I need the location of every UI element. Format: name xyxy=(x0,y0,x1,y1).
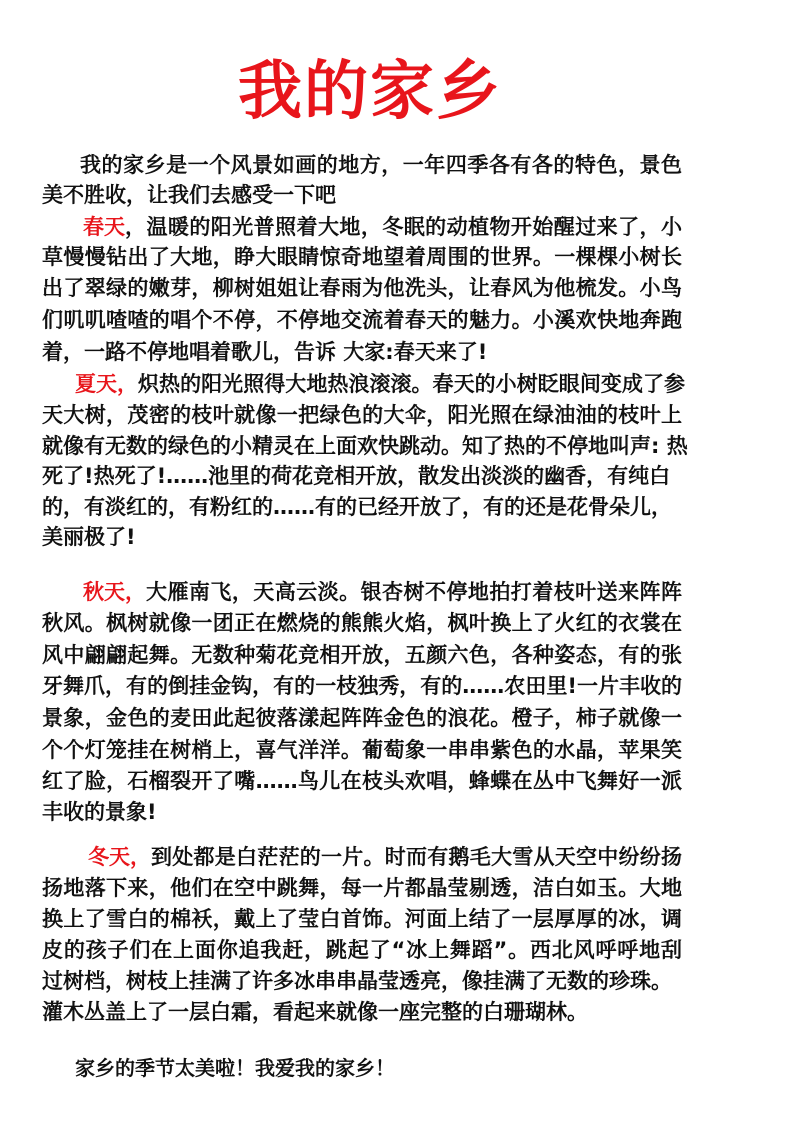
season-label-spring: 春天 xyxy=(83,215,125,239)
text-line xyxy=(75,369,685,399)
text-line: 出了翠绿的嫩芽，柳树姐姐让春雨为他洗头，让春风为他梳发。小鸟 xyxy=(42,276,682,300)
text-line: 美不胜收，让我们去感受一下吧 xyxy=(42,183,336,207)
text-segment: ，温暖的阳光普照着大地，冬眠的动植物开始醒过来了，小 xyxy=(125,215,682,239)
text-line: 灌木丛盖上了一层白霜，看起来就像一座完整的白珊瑚林。 xyxy=(42,1000,588,1024)
season-label-summer: 夏天， xyxy=(75,372,138,396)
text-line: 美丽极了! xyxy=(42,525,136,549)
text-line: 景象，金色的麦田此起彼落漾起阵阵金色的浪花。橙子，柿子就像一 xyxy=(42,706,682,730)
text-line: 丰收的景象! xyxy=(42,800,157,824)
text-line: 红了脸，石榴裂开了嘴……鸟儿在枝头欢唱，蜂蝶在丛中飞舞好一派 xyxy=(42,769,682,793)
text-line: 我的家乡是一个风景如画的地方，一年四季各有各的特色，景色 xyxy=(80,153,682,177)
text-line: 风中翩翩起舞。无数种菊花竞相开放，五颜六色，各种姿态，有的张 xyxy=(42,643,682,667)
text-segment: 到处都是白茫茫的一片。时而有鹅毛大雪从天空中纷纷扬 xyxy=(151,845,682,869)
text-line: 换上了雪白的棉袄，戴上了莹白首饰。河面上结了一层厚厚的冰，调 xyxy=(42,907,682,931)
text-line: 个个灯笼挂在树梢上，喜气洋洋。葡萄象一串串紫色的水晶，苹果笑 xyxy=(42,738,682,762)
document-title: 我的家乡 xyxy=(238,55,502,129)
text-line: 们叽叽喳喳的唱个不停，不停地交流着春天的魅力。小溪欢快地奔跑 xyxy=(42,308,682,332)
text-line: 就像有无数的绿色的小精灵在上面欢快跳动。知了热的不停地叫声: 热 xyxy=(42,434,688,458)
text-line xyxy=(83,577,682,607)
text-segment: 大雁南飞，天高云淡。银杏树不停地拍打着枝叶送来阵阵 xyxy=(146,580,682,604)
text-line: 皮的孩子们在上面你追我赶，跳起了“冰上舞蹈”。西北风呼呼地刮 xyxy=(42,938,682,962)
closing-line: 家乡的季节太美啦！我爱我的家乡！ xyxy=(75,1056,395,1080)
season-label-winter: 冬天， xyxy=(88,845,151,869)
text-line: 过树档，树枝上挂满了许多冰串串晶莹透亮，像挂满了无数的珍珠。 xyxy=(42,969,672,993)
text-segment: 炽热的阳光照得大地热浪滚滚。春天的小树眨眼间变成了参 xyxy=(138,372,685,396)
text-line: 死了!热死了!……池里的荷花竞相开放，散发出淡淡的幽香，有纯白 xyxy=(42,464,671,488)
text-line: 扬地落下来，他们在空中跳舞，每一片都晶莹剔透，洁白如玉。大地 xyxy=(42,876,682,900)
text-line: 牙舞爪，有的倒挂金钩，有的一枝独秀，有的……农田里!一片丰收的 xyxy=(42,674,682,698)
text-line: 秋风。枫树就像一团正在燃烧的熊熊火焰，枫叶换上了火红的衣裳在 xyxy=(42,611,682,635)
text-line xyxy=(88,842,682,872)
text-line: 天大树，茂密的枝叶就像一把绿色的大伞，阳光照在绿油油的枝叶上 xyxy=(42,403,682,427)
season-label-autumn: 秋天， xyxy=(83,580,146,604)
text-line: 草慢慢钻出了大地，睁大眼睛惊奇地望着周围的世界。一棵棵小树长 xyxy=(42,245,682,269)
text-line xyxy=(83,212,682,242)
text-line: 的，有淡红的，有粉红的……有的已经开放了，有的还是花骨朵儿， xyxy=(42,495,672,519)
text-line: 着，一路不停地唱着歌儿，告诉 大家:春天来了! xyxy=(42,340,488,364)
